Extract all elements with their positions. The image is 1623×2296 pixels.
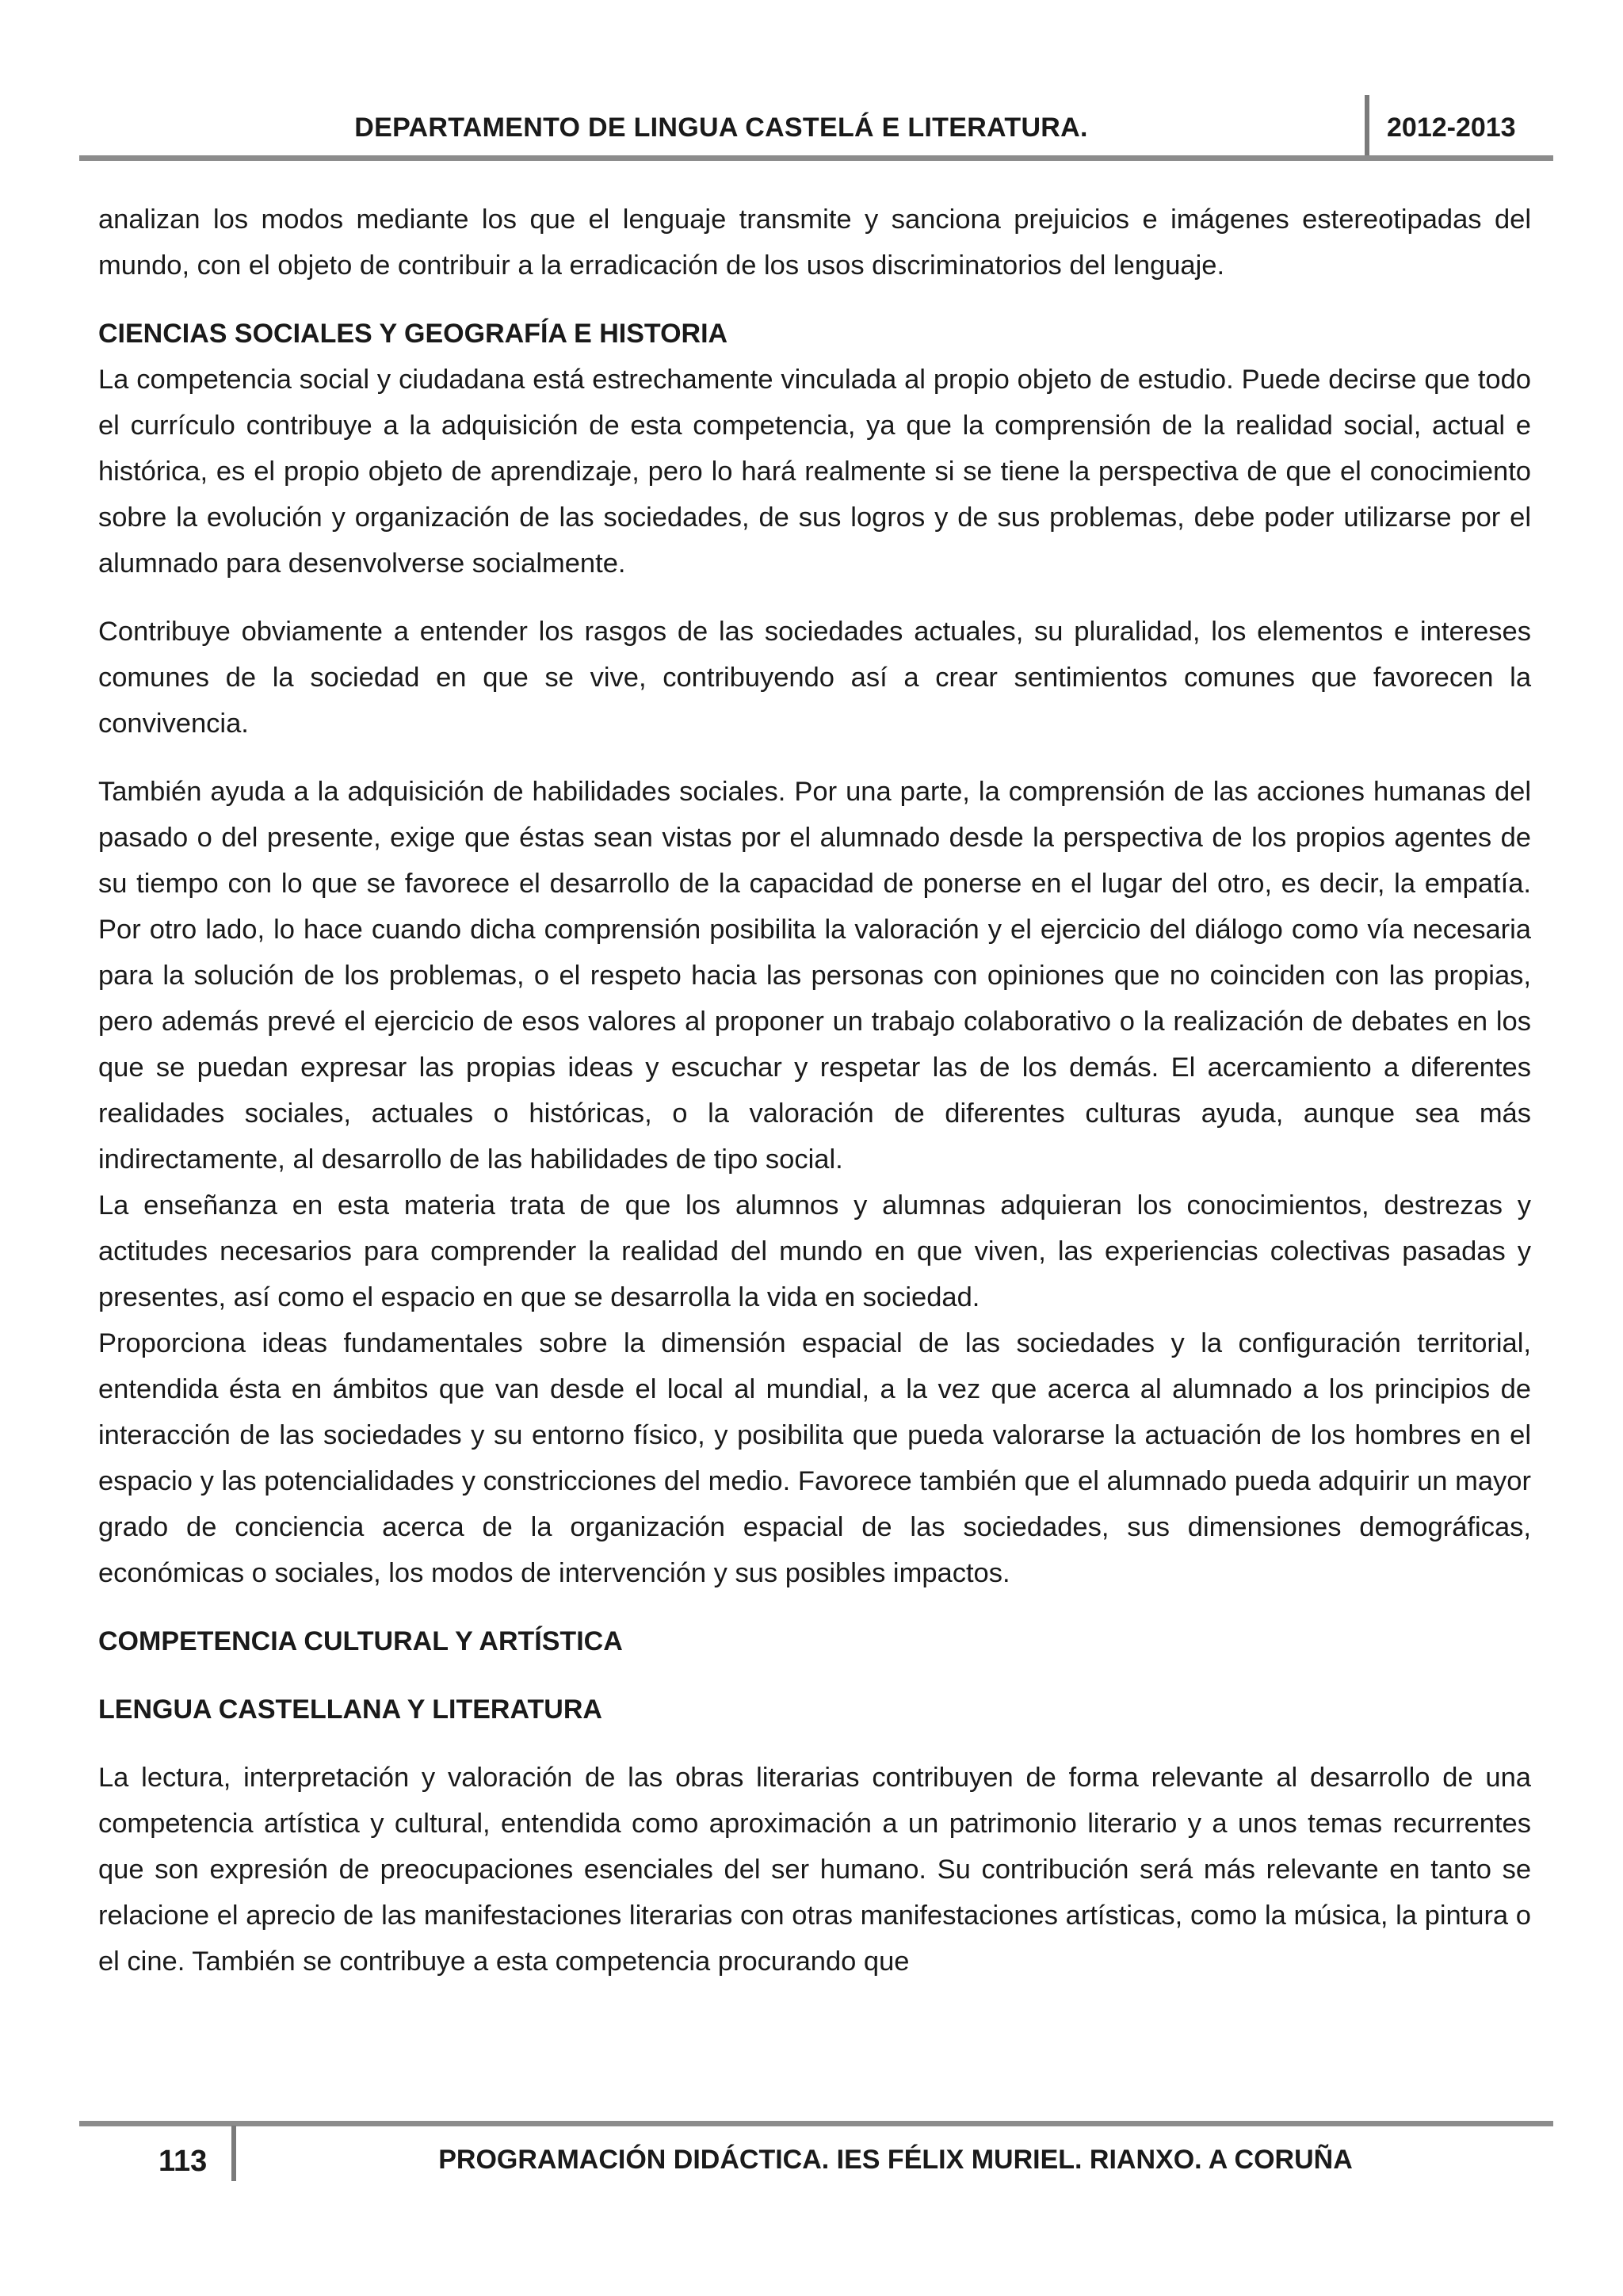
page-content: [98, 197, 1531, 1985]
heading-lengua-castellana: LENGUA CASTELLANA Y LITERATURA: [98, 1694, 602, 1725]
heading-ciencias-sociales: CIENCIAS SOCIALES Y GEOGRAFÍA E HISTORIA: [98, 319, 728, 349]
paragraph-ciencias-5: Proporciona ideas fundamentales sobre la dimensión espacial de las sociedades y la configuración territorial, entendida ésta en ámbitos que van desde el local al mundial, a la vez que acerca al alumnado a los principios de interacción de las sociedades y su entorno físico, y posibilita que pueda valorarse la actuación de los hombres en el espacio y las potencialidades y constricciones del medio. Favorece también que el alumnado pueda adquirir un mayor grado de conciencia acerca de la organización espacial de las sociedades, sus dimensiones demográficas, económicas o sociales, los modos de intervención y sus posibles impactos.: [98, 1328, 1531, 1588]
footer-rule: [79, 2121, 1553, 2126]
paragraph-ciencias-4: La enseñanza en esta materia trata de que los alumnos y alumnas adquieran los conocimientos, destrezas y actitudes necesarios para comprender la realidad del mundo en que viven, las experiencias colectivas pasadas y presentes, así como el espacio en que se desarrolla la vida en sociedad.: [98, 1190, 1531, 1312]
paragraph-ciencias-1: La competencia social y ciudadana está estrechamente vinculada al propio objeto de estudio. Puede decirse que todo el currículo contribuye a la adquisición de esta competencia, ya que la comprensión de la realidad social, actual e histórica, es el propio objeto de aprendizaje, pero lo hará realmente si se tiene la perspectiva de que el conocimiento sobre la evolución y organización de las sociedades, de sus logros y de sus problemas, debe poder utilizarse por el alumnado para desenvolverse socialmente.: [98, 365, 1531, 579]
header-rule: [79, 155, 1553, 161]
footer-divider: [231, 2126, 236, 2181]
footer-text: PROGRAMACIÓN DIDÁCTICA. IES FÉLIX MURIEL. RIANXO. A CORUÑA: [438, 2145, 1353, 2175]
page-header: [79, 95, 1553, 163]
header-year: 2012-2013: [1387, 113, 1516, 143]
paragraph-ciencias-3: También ayuda a la adquisición de habilidades sociales. Por una parte, la comprensión de las acciones humanas del pasado o del presente, exige que éstas sean vistas por el alumnado desde la perspectiva de los propios agentes de su tiempo con lo que se favorece el desarrollo de la capacidad de ponerse en el lugar del otro, es decir, la empatía. Por otro lado, lo hace cuando dicha comprensión posibilita la valoración y el ejercicio del diálogo como vía necesaria para la solución de los problemas, o el respeto hacia las personas con opiniones que no coinciden con las propias, pero además prevé el ejercicio de esos valores al proponer un trabajo colaborativo o la realización de debates en los que se puedan expresar las propias ideas y escuchar y respetar las de los demás. El acercamiento a diferentes realidades sociales, actuales o históricas, o la valoración de diferentes culturas ayuda, aunque sea más indirectamente, al desarrollo de las habilidades de tipo social.: [98, 777, 1531, 1175]
paragraph-ciencias-2: Contribuye obviamente a entender los rasgos de las sociedades actuales, su pluralidad, los elementos e intereses comunes de la sociedad en que se vive, contribuyendo así a crear sentimientos comunes que favorecen la convivencia.: [98, 617, 1531, 739]
page-number: 113: [158, 2145, 208, 2178]
page-footer: [79, 2121, 1553, 2200]
heading-competencia-cultural: COMPETENCIA CULTURAL Y ARTÍSTICA: [98, 1626, 623, 1656]
paragraph-lengua: La lectura, interpretación y valoración de las obras literarias contribuyen de forma relevante al desarrollo de una competencia artística y cultural, entendida como aproximación a un patrimonio literario y a unos temas recurrentes que son expresión de preocupaciones esenciales del ser humano. Su contribución será más relevante en tanto se relacione el aprecio de las manifestaciones literarias con otras manifestaciones artísticas, como la música, la pintura o el cine. También se contribuye a esta competencia procurando que: [98, 1763, 1531, 1977]
header-title: DEPARTAMENTO DE LINGUA CASTELÁ E LITERATURA.: [354, 113, 1088, 143]
paragraph-intro: analizan los modos mediante los que el lenguaje transmite y sanciona prejuicios e imágenes estereotipadas del mundo, con el objeto de contribuir a la erradicación de los usos discriminatorios del lenguaje.: [98, 204, 1531, 281]
header-divider: [1365, 95, 1369, 159]
